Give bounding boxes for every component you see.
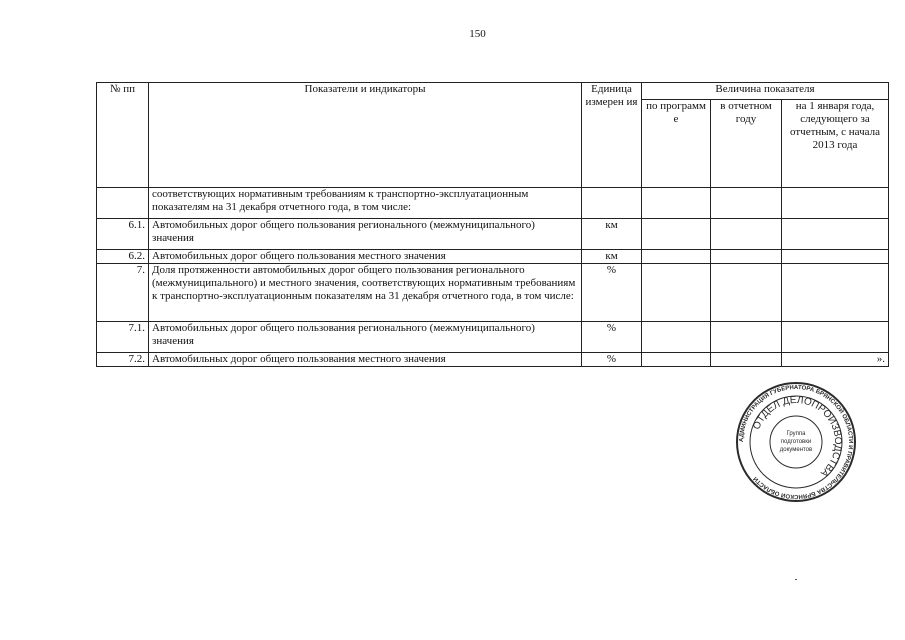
row-next-year — [782, 264, 889, 322]
stamp-center-line-3: документов — [779, 447, 813, 453]
row-unit — [582, 188, 642, 219]
row-num: 7. — [97, 264, 149, 322]
header-unit: Единица измерен ия — [582, 83, 642, 188]
row-num — [97, 188, 149, 219]
table-row — [97, 264, 889, 322]
table-row — [97, 219, 889, 250]
row-indicator: Доля протяженности автомобильных дорог общего пользования регионального (межмуниципального) и местного значения, соответствующих нормативным требованиям к транспортно-эксплуатационным показателям на 31 декабря отчетного года, в том числе: — [149, 264, 582, 322]
row-unit: км — [582, 219, 642, 250]
row-next-year — [782, 322, 889, 353]
row-indicator: Автомобильных дорог общего пользования местного значения — [149, 250, 582, 264]
official-stamp — [735, 381, 857, 503]
indicators-table — [96, 82, 889, 367]
row-next-year — [782, 250, 889, 264]
table-row — [97, 353, 889, 367]
stamp-outer-text: АДМИНИСТРАЦИЯ ГУБЕРНАТОРА БРЯНСКОЙ ОБЛАСТИ И ПРАВИТЕЛЬСТВА БРЯНСКОЙ ОБЛАСТИ — [738, 384, 854, 500]
row-indicator: Автомобильных дорог общего пользования регионального (межмуниципального) значения — [149, 219, 582, 250]
row-next-year: ». — [782, 353, 889, 367]
page-number: 150 — [469, 28, 486, 40]
row-indicator: Автомобильных дорог общего пользования регионального (межмуниципального) значения — [149, 322, 582, 353]
header-value-group: Величина показателя — [642, 83, 889, 100]
scan-speck — [795, 579, 797, 580]
row-unit: % — [582, 264, 642, 322]
row-program — [642, 250, 711, 264]
row-unit: км — [582, 250, 642, 264]
stamp-center-line-1: Группа — [786, 431, 806, 437]
row-program — [642, 188, 711, 219]
stamp-center-line-2: подготовки — [780, 439, 812, 445]
row-unit: % — [582, 353, 642, 367]
row-next-year — [782, 219, 889, 250]
header-program: по программ е — [642, 100, 711, 188]
header-num: № пп — [97, 83, 149, 188]
row-reporting — [711, 322, 782, 353]
row-program — [642, 219, 711, 250]
row-reporting — [711, 188, 782, 219]
row-num: 6.1. — [97, 219, 149, 250]
row-reporting — [711, 264, 782, 322]
row-program — [642, 264, 711, 322]
row-unit: % — [582, 322, 642, 353]
row-program — [642, 353, 711, 367]
stamp-middle-text: ОТДЕЛ ДЕЛОПРОИЗВОДСТВА — [751, 394, 844, 479]
header-reporting-year: в отчетном году — [711, 100, 782, 188]
row-reporting — [711, 250, 782, 264]
row-reporting — [711, 219, 782, 250]
row-next-year — [782, 188, 889, 219]
table-row — [97, 188, 889, 219]
header-next-year: на 1 января года, следующего за отчетным, с начала 2013 года — [782, 100, 889, 188]
row-indicator: соответствующих нормативным требованиям к транспортно-эксплуатационным показателям на 31 декабря отчетного года, в том числе: — [149, 188, 582, 219]
row-program — [642, 322, 711, 353]
table-row — [97, 322, 889, 353]
row-num: 7.2. — [97, 353, 149, 367]
row-reporting — [711, 353, 782, 367]
header-indicators: Показатели и индикаторы — [149, 83, 582, 188]
row-indicator: Автомобильных дорог общего пользования местного значения — [149, 353, 582, 367]
row-num: 7.1. — [97, 322, 149, 353]
row-num: 6.2. — [97, 250, 149, 264]
table-row — [97, 250, 889, 264]
